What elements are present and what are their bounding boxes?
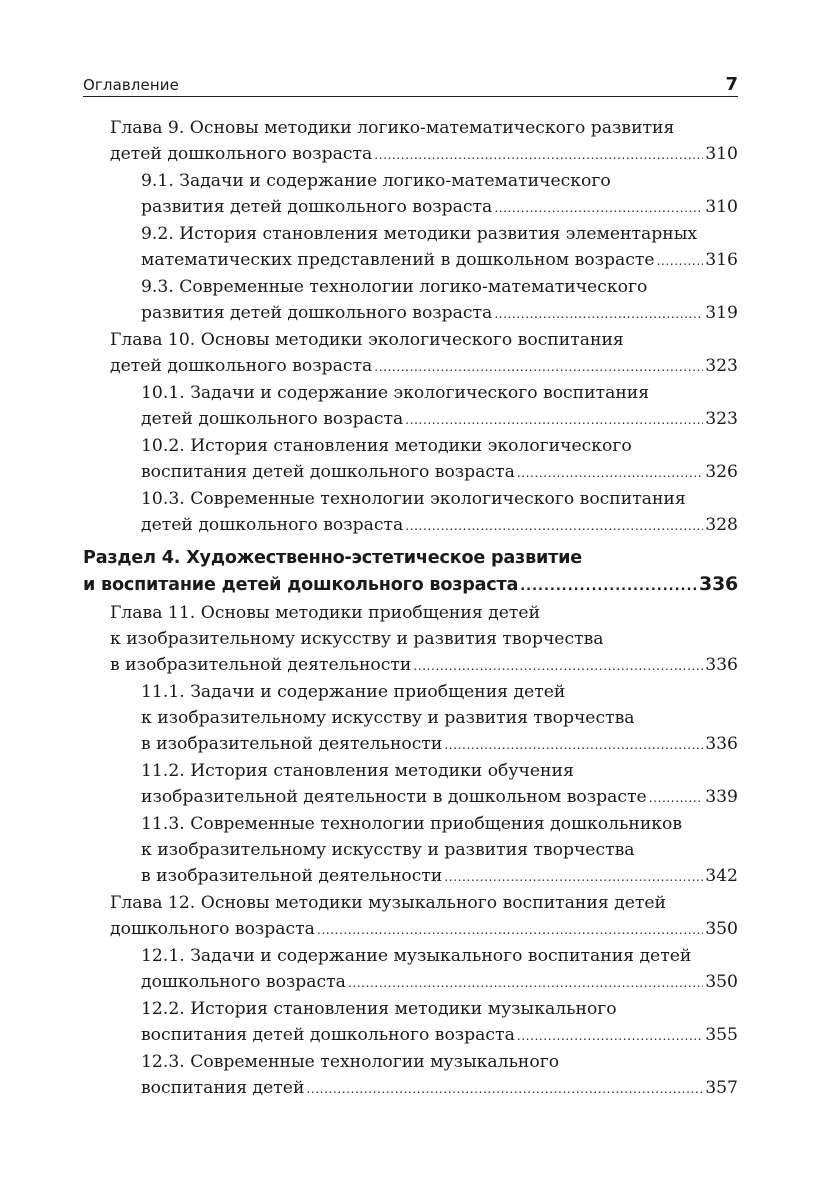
toc-entry-last-line <box>141 194 738 221</box>
toc-entry-section[interactable] <box>83 168 738 221</box>
toc-entry-text-line: Глава 11. Основы методики приобщения детей <box>110 603 541 623</box>
toc-entry-text-line: 12.2. История становления методики музыкального <box>141 999 617 1019</box>
table-of-contents <box>83 115 738 1102</box>
toc-entry-last-line <box>110 652 738 679</box>
toc-page-number: 355 <box>705 1025 738 1045</box>
toc-page-number: 316 <box>705 250 738 270</box>
toc-entry-text-line: и воспитание детей дошкольного возраста <box>83 575 519 595</box>
toc-entry-last-line <box>141 459 738 486</box>
toc-entry-last-line <box>141 247 738 274</box>
dot-leader <box>348 970 703 996</box>
dot-leader <box>374 354 703 380</box>
toc-page-number: 323 <box>705 409 738 429</box>
toc-entry-last-line <box>141 406 738 433</box>
toc-entry-last-line <box>141 1022 738 1049</box>
dot-leader <box>517 460 703 486</box>
toc-page-number: 350 <box>705 919 738 939</box>
page-number: 7 <box>725 74 738 95</box>
toc-entry-text-line: Глава 12. Основы методики музыкального воспитания детей <box>110 893 667 913</box>
toc-entry-text-line: 9.1. Задачи и содержание логико-математического <box>141 171 611 191</box>
toc-entry-text-line: развития детей дошкольного возраста <box>141 197 493 217</box>
toc-entry-last-line <box>83 571 738 600</box>
toc-entry-text-line: Раздел 4. Художественно-эстетическое развитие <box>83 548 583 568</box>
dot-leader <box>374 142 703 168</box>
running-title: Оглавление <box>83 76 179 94</box>
toc-page-number: 350 <box>705 972 738 992</box>
toc-entry-text-line: 9.2. История становления методики развития элементарных <box>141 224 698 244</box>
dot-leader <box>649 785 703 811</box>
dot-leader <box>520 574 697 600</box>
toc-entry-chapter[interactable] <box>83 327 738 380</box>
toc-entry-section[interactable] <box>83 433 738 486</box>
dot-leader <box>444 864 703 890</box>
toc-entry-text-line: 11.3. Современные технологии приобщения дошкольников <box>141 814 683 834</box>
toc-entry-text-line: к изобразительному искусству и развития творчества <box>110 629 604 649</box>
toc-entry-text-line: Глава 10. Основы методики экологического воспитания <box>110 330 624 350</box>
toc-entry-text-line: в изобразительной деятельности <box>141 734 443 754</box>
toc-entry-text-line: к изобразительному искусству и развития творчества <box>141 840 635 860</box>
toc-entry-section[interactable] <box>83 486 738 539</box>
toc-entry-text-line: развития детей дошкольного возраста <box>141 303 493 323</box>
dot-leader <box>317 917 703 943</box>
toc-entry-text-line: к изобразительному искусству и развития творчества <box>141 708 635 728</box>
toc-entry-last-line <box>141 969 738 996</box>
dot-leader <box>405 513 703 539</box>
toc-entry-chapter[interactable] <box>83 890 738 943</box>
dot-leader <box>444 732 703 758</box>
toc-entry-text-line: 10.2. История становления методики экологического <box>141 436 632 456</box>
dot-leader <box>517 1023 703 1049</box>
toc-entry-text-line: 12.3. Современные технологии музыкального <box>141 1052 560 1072</box>
toc-entry-chapter[interactable] <box>83 600 738 679</box>
toc-entry-last-line <box>141 731 738 758</box>
toc-entry-text-line: детей дошкольного возраста <box>110 356 373 376</box>
toc-page-number: 342 <box>705 866 738 886</box>
toc-entry-section[interactable] <box>83 274 738 327</box>
toc-entry-text-line: детей дошкольного возраста <box>110 144 373 164</box>
toc-entry-last-line <box>141 863 738 890</box>
toc-entry-text-line: дошкольного возраста <box>141 972 346 992</box>
toc-page-number: 319 <box>705 303 738 323</box>
dot-leader <box>657 248 704 274</box>
toc-entry-section[interactable] <box>83 221 738 274</box>
dot-leader <box>306 1076 703 1102</box>
toc-entry-last-line <box>141 1075 738 1102</box>
toc-entry-section[interactable] <box>83 679 738 758</box>
toc-entry-section[interactable] <box>83 996 738 1049</box>
dot-leader <box>494 195 703 221</box>
toc-entry-chapter[interactable] <box>83 115 738 168</box>
toc-entry-text-line: 9.3. Современные технологии логико-математического <box>141 277 648 297</box>
toc-page-number: 326 <box>705 462 738 482</box>
toc-entry-text-line: воспитания детей дошкольного возраста <box>141 1025 515 1045</box>
toc-entry-last-line <box>141 784 738 811</box>
toc-entry-text-line: математических представлений в дошкольном возрасте <box>141 250 655 270</box>
toc-entry-text-line: воспитания детей <box>141 1078 305 1098</box>
toc-entry-text-line: детей дошкольного возраста <box>141 409 404 429</box>
toc-page-number: 336 <box>698 573 738 595</box>
toc-entry-last-line <box>110 141 738 168</box>
toc-page-number: 336 <box>705 655 738 675</box>
toc-entry-section[interactable] <box>83 758 738 811</box>
toc-entry-text-line: 10.1. Задачи и содержание экологического воспитания <box>141 383 650 403</box>
book-page <box>83 70 738 1102</box>
dot-leader <box>405 407 703 433</box>
toc-entry-text-line: 12.1. Задачи и содержание музыкального воспитания детей <box>141 946 692 966</box>
toc-page-number: 328 <box>705 515 738 535</box>
toc-entry-section[interactable] <box>83 380 738 433</box>
toc-entry-text-line: дошкольного возраста <box>110 919 315 939</box>
dot-leader <box>413 653 703 679</box>
toc-entry-text-line: в изобразительной деятельности <box>110 655 412 675</box>
toc-entry-text-line: детей дошкольного возраста <box>141 515 404 535</box>
toc-entry-section[interactable] <box>83 811 738 890</box>
toc-page-number: 357 <box>705 1078 738 1098</box>
toc-entry-section[interactable] <box>83 1049 738 1102</box>
toc-entry-text-line: изобразительной деятельности в дошкольном возрасте <box>141 787 647 807</box>
dot-leader <box>494 301 703 327</box>
toc-page-number: 310 <box>705 144 738 164</box>
toc-entry-text-line: 10.3. Современные технологии экологического воспитания <box>141 489 686 509</box>
toc-entry-text-line: 11.1. Задачи и содержание приобщения детей <box>141 682 566 702</box>
toc-entry-text-line: воспитания детей дошкольного возраста <box>141 462 515 482</box>
toc-entry-text-line: Глава 9. Основы методики логико-математического развития <box>110 118 675 138</box>
toc-entry-last-line <box>141 512 738 539</box>
toc-entry-text-line: 11.2. История становления методики обучения <box>141 761 574 781</box>
toc-entry-last-line <box>110 353 738 380</box>
toc-page-number: 323 <box>705 356 738 376</box>
toc-entry-part[interactable] <box>83 545 738 600</box>
toc-entry-last-line <box>110 916 738 943</box>
toc-entry-text-line: в изобразительной деятельности <box>141 866 443 886</box>
toc-entry-section[interactable] <box>83 943 738 996</box>
toc-page-number: 339 <box>705 787 738 807</box>
running-header <box>83 70 738 97</box>
toc-page-number: 336 <box>705 734 738 754</box>
toc-page-number: 310 <box>705 197 738 217</box>
toc-entry-last-line <box>141 300 738 327</box>
